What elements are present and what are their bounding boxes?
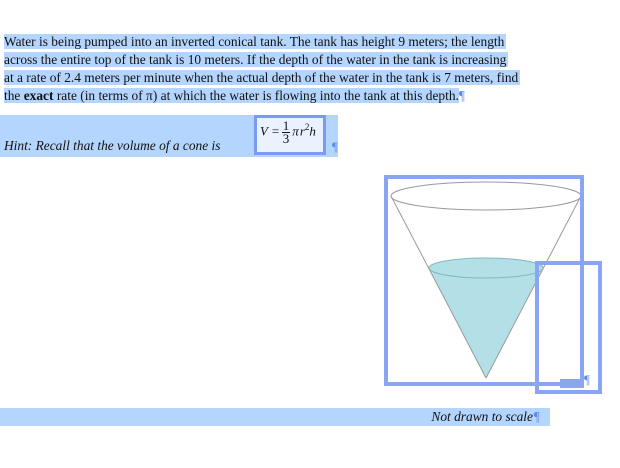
problem-line xyxy=(4,33,576,51)
formula-exponent: 2 xyxy=(304,122,310,133)
problem-line-3: at a rate of 2.4 meters per minute when the actual depth of the water in the tank is 7 meters, find xyxy=(4,70,519,85)
not-to-scale-label: Not drawn to scale xyxy=(431,409,533,424)
problem-line xyxy=(4,69,576,87)
cone-volume-formula xyxy=(260,120,316,145)
problem-line-2: across the entire top of the tank is 10 meters. If the depth of the water in the tank is increasing xyxy=(4,52,507,67)
formula-numerator: 1 xyxy=(282,118,290,133)
problem-line-4-start: the xyxy=(4,88,24,103)
pilcrow-mark: ¶ xyxy=(584,372,590,387)
problem-line xyxy=(4,51,576,69)
formula-denominator: 3 xyxy=(282,131,290,146)
pilcrow-mark: ¶ xyxy=(332,139,338,154)
formula-r: r xyxy=(299,123,305,139)
formula-h: h xyxy=(309,123,316,139)
hint-paragraph xyxy=(0,115,338,157)
formula-fraction xyxy=(282,120,291,145)
formula-equals: = xyxy=(270,123,280,139)
anchor-highlight xyxy=(560,379,584,388)
note-text xyxy=(431,409,540,425)
figure-anchor xyxy=(560,372,600,388)
problem-line-1: Water is being pumped into an inverted conical tank. The tank has height 9 meters; the length xyxy=(4,34,505,49)
note-paragraph xyxy=(0,408,550,426)
formula-pi: π xyxy=(292,123,299,139)
pilcrow-mark: ¶ xyxy=(458,88,465,103)
hint-text: Hint: Recall that the volume of a cone is xyxy=(4,138,221,153)
formula-lhs: V xyxy=(260,123,268,139)
pilcrow-mark: ¶ xyxy=(532,409,540,424)
problem-line-4-end: rate (in terms of π) at which the water is flowing into the tank at this depth. xyxy=(53,88,459,103)
exact-word: exact xyxy=(23,88,54,103)
problem-paragraph xyxy=(4,33,576,105)
formula-object[interactable] xyxy=(254,115,326,155)
problem-line xyxy=(4,87,576,105)
